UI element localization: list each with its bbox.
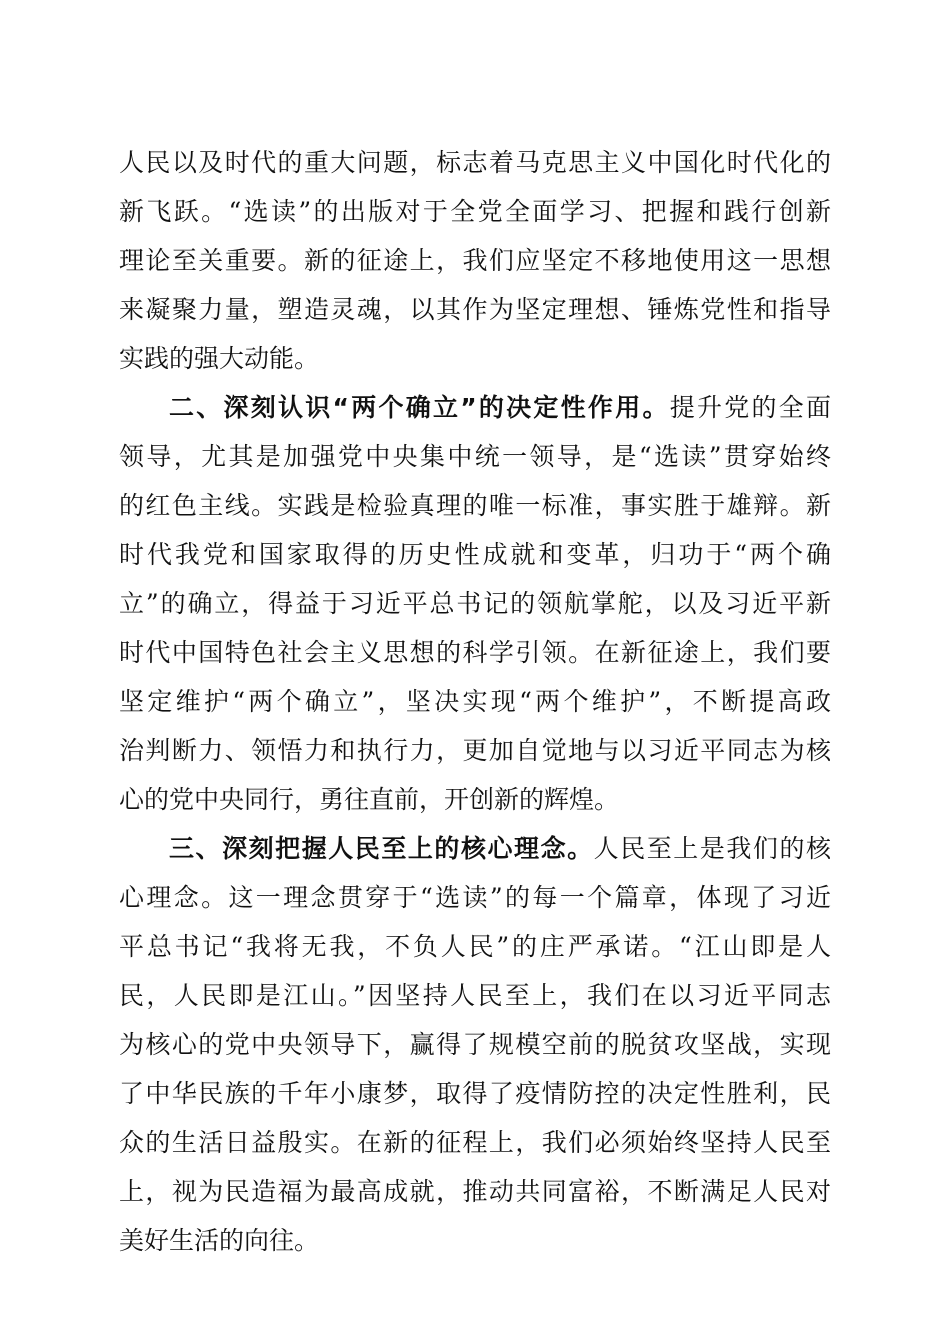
paragraph-3-line-4: 民，人民即是江山。”因坚持人民至上，我们在以习近平同志 <box>119 981 831 1010</box>
paragraph-3-line-9: 美好生活的向往。 <box>119 1226 320 1255</box>
paragraph-2-line-9: 心的党中央同行，勇往直前，开创新的辉煌。 <box>119 785 620 814</box>
paragraph-3-line-7: 众的生活日益殷实。在新的征程上，我们必须始终坚持人民至 <box>119 1128 831 1157</box>
paragraph-1-line-3: 理论至关重要。新的征途上，我们应坚定不移地使用这一思想 <box>119 246 831 275</box>
paragraph-2-line-3: 的红色主线。实践是检验真理的唯一标准，事实胜于雄辩。新 <box>119 491 831 520</box>
section-3-heading: 三、深刻把握人民至上的核心理念。 <box>169 834 594 863</box>
paragraph-2-line-8: 治判断力、领悟力和执行力，更加自觉地与以习近平同志为核 <box>119 736 831 765</box>
paragraph-3-line-6: 了中华民族的千年小康梦，取得了疫情防控的决定性胜利，民 <box>119 1079 831 1108</box>
paragraph-2-line-1-rest: 提升党的全面 <box>669 393 831 422</box>
section-2-heading: 二、深刻认识“两个确立”的决定性作用。 <box>169 393 670 422</box>
paragraph-3-line-8: 上，视为民造福为最高成就，推动共同富裕，不断满足人民对 <box>119 1177 831 1206</box>
paragraph-3-line-2: 心理念。这一理念贯穿于“选读”的每一个篇章，体现了习近 <box>119 883 831 912</box>
paragraph-3-line-1 <box>169 830 831 868</box>
paragraph-1-line-1: 人民以及时代的重大问题，标志着马克思主义中国化时代化的 <box>119 148 831 177</box>
paragraph-1-line-2: 新飞跃。“选读”的出版对于全党全面学习、把握和践行创新 <box>119 197 831 226</box>
paragraph-2-line-7: 坚定维护“两个确立”，坚决实现“两个维护”，不断提高政 <box>119 687 831 716</box>
paragraph-2-line-2: 领导，尤其是加强党中央集中统一领导，是“选读”贯穿始终 <box>119 442 831 471</box>
paragraph-3-line-1-rest: 人民至上是我们的核 <box>593 834 831 863</box>
paragraph-1-line-5: 实践的强大动能。 <box>119 344 320 373</box>
paragraph-3-line-5: 为核心的党中央领导下，赢得了规模空前的脱贫攻坚战，实现 <box>119 1030 831 1059</box>
paragraph-3-line-3: 平总书记“我将无我，不负人民”的庄严承诺。“江山即是人 <box>119 932 831 961</box>
paragraph-2-line-1 <box>169 389 831 427</box>
paragraph-1-line-4: 来凝聚力量，塑造灵魂，以其作为坚定理想、锤炼党性和指导 <box>119 295 831 324</box>
paragraph-2-line-5: 立”的确立，得益于习近平总书记的领航掌舵，以及习近平新 <box>119 589 831 618</box>
paragraph-2-line-4: 时代我党和国家取得的历史性成就和变革，归功于“两个确 <box>119 540 831 569</box>
paragraph-2-line-6: 时代中国特色社会主义思想的科学引领。在新征途上，我们要 <box>119 638 831 667</box>
